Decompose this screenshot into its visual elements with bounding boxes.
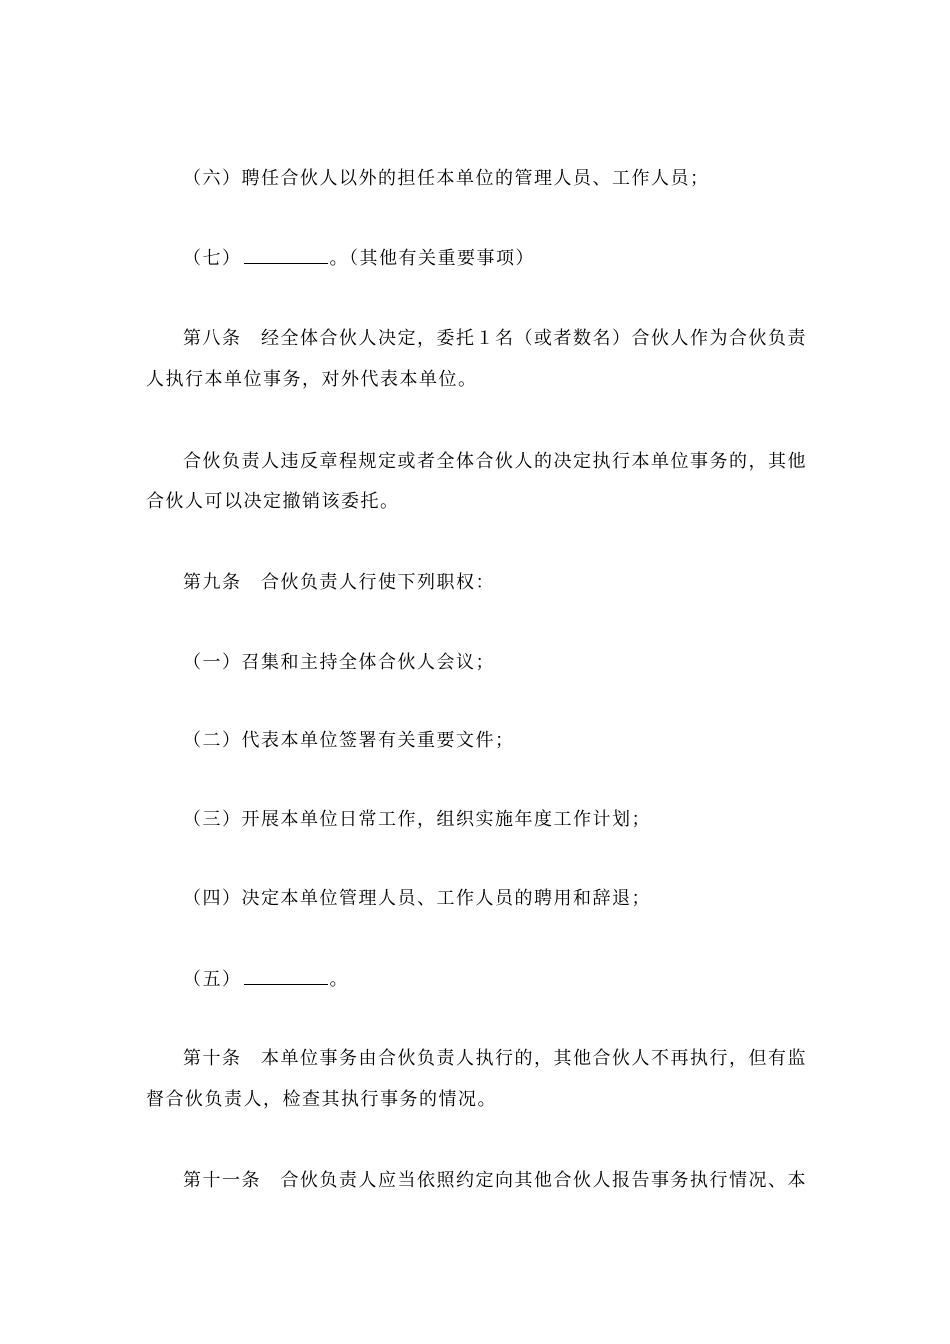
article-9: 第九条 合伙负责人行使下列职权： <box>183 572 495 593</box>
item-seven-prefix: （七） <box>183 248 242 269</box>
power-item-2: （二）代表本单位签署有关重要文件； <box>183 730 515 751</box>
article-10-line-2: 督合伙负责人，检查其执行事务的情况。 <box>146 1089 497 1110</box>
item-six: （六）聘任合伙人以外的担任本单位的管理人员、工作人员； <box>183 168 710 189</box>
power-item-4: （四）决定本单位管理人员、工作人员的聘用和辞退； <box>183 888 651 909</box>
revoke-paragraph-line-1: 合伙负责人违反章程规定或者全体合伙人的决定执行本单位事务的，其他 <box>183 451 807 472</box>
power-item-3: （三）开展本单位日常工作，组织实施年度工作计划； <box>183 809 651 830</box>
power-item-5-prefix: （五） <box>183 969 242 990</box>
article-8-line-2: 人执行本单位事务，对外代表本单位。 <box>146 369 478 390</box>
article-10-line-1: 第十条 本单位事务由合伙负责人执行的，其他合伙人不再执行，但有监 <box>183 1048 807 1069</box>
power-item-1: （一）召集和主持全体合伙人会议； <box>183 652 495 673</box>
article-8-line-1: 第八条 经全体合伙人决定，委托１名（或者数名）合伙人作为合伙负责 <box>183 328 807 349</box>
power-item-5 <box>183 966 349 992</box>
item-seven-suffix: 。（其他有关重要事项） <box>329 248 535 269</box>
article-11-line-1: 第十一条 合伙负责人应当依照约定向其他合伙人报告事务执行情况、本 <box>183 1170 807 1191</box>
power-item-5-suffix: 。 <box>329 969 349 990</box>
item-seven <box>183 245 535 271</box>
revoke-paragraph-line-2: 合伙人可以决定撤销该委托。 <box>146 491 400 512</box>
fill-in-blank <box>244 966 328 985</box>
fill-in-blank <box>244 245 328 264</box>
